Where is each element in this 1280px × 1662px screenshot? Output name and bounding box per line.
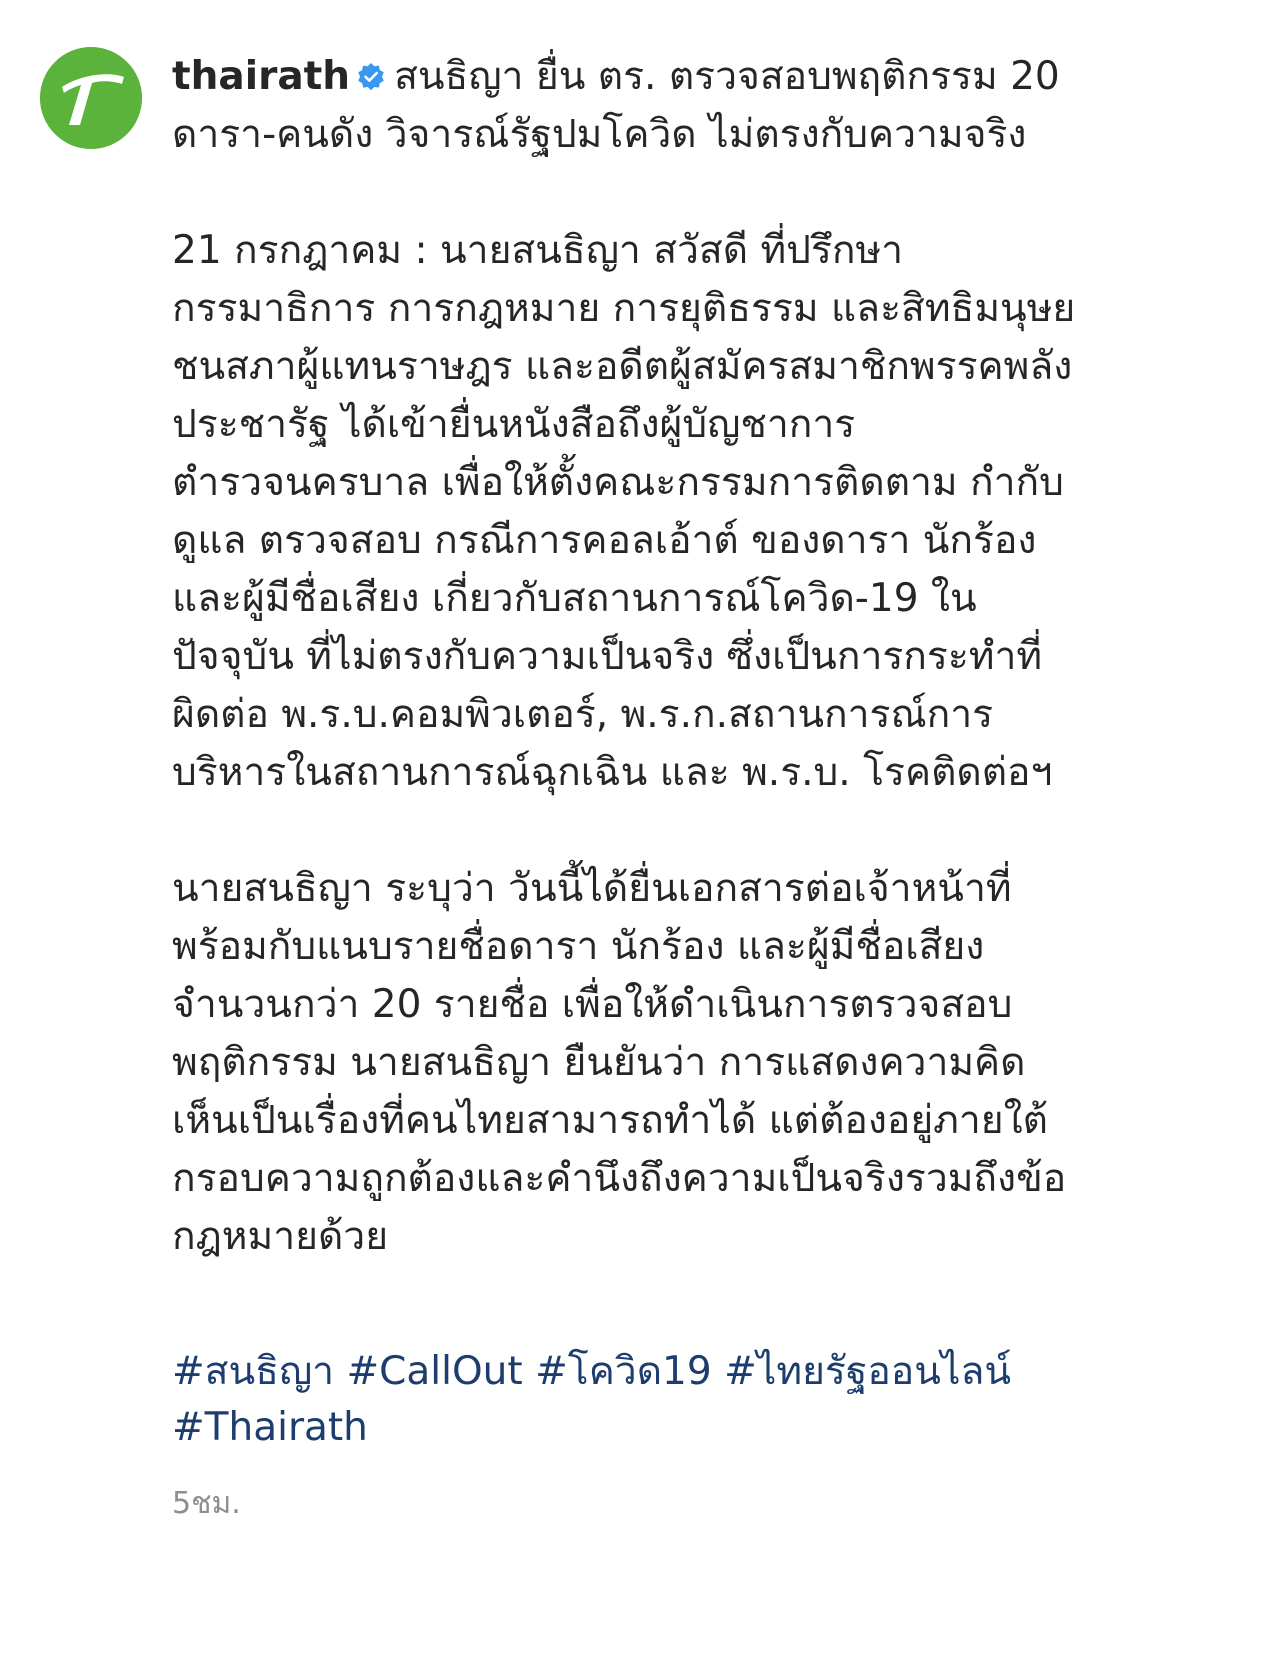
- caption-line: จำนวนกว่า 20 รายชื่อ เพื่อให้ดำเนินการตรวจสอบ: [172, 982, 1013, 1027]
- hashtag-list: [172, 1344, 1182, 1456]
- post-title-line: ดารา-คนดัง วิจารณ์รัฐปมโควิด ไม่ตรงกับความจริง: [172, 112, 1027, 157]
- verified-badge-icon: [356, 62, 386, 92]
- post-timestamp[interactable]: 5ชม.: [172, 1486, 241, 1521]
- profile-avatar[interactable]: [40, 47, 142, 149]
- caption-line: พฤติกรรม นายสนธิญา ยืนยันว่า การแสดงความคิด: [172, 1040, 1026, 1085]
- caption-line: ผิดต่อ พ.ร.บ.คอมพิวเตอร์, พ.ร.ก.สถานการณ์การ: [172, 692, 994, 737]
- hashtag-link[interactable]: #Thairath: [172, 1405, 368, 1450]
- hashtag-link[interactable]: #CallOut: [346, 1349, 523, 1394]
- caption-line: นายสนธิญา ระบุว่า วันนี้ได้ยื่นเอกสารต่อเจ้าหน้าที่: [172, 866, 1012, 911]
- caption-line: และผู้มีชื่อเสียง เกี่ยวกับสถานการณ์โควิด-19 ใน: [172, 576, 977, 621]
- caption-line: ชนสภาผู้แทนราษฎร และอดีตผู้สมัครสมาชิกพรรคพลัง: [172, 344, 1073, 389]
- caption-line: ตำรวจนครบาล เพื่อให้ตั้งคณะกรรมการติดตาม กำกับ: [172, 460, 1064, 505]
- caption-line: ประชารัฐ ได้เข้ายื่นหนังสือถึงผู้บัญชาการ: [172, 402, 856, 447]
- hashtag-row: [172, 1344, 1182, 1400]
- caption-line: บริหารในสถานการณ์ฉุกเฉิน และ พ.ร.บ. โรคติดต่อฯ: [172, 750, 1053, 795]
- caption-line: กรอบความถูกต้องและคำนึงถึงความเป็นจริงรวมถึงข้อ: [172, 1156, 1067, 1201]
- caption-line: กฎหมายด้วย: [172, 1214, 389, 1259]
- hashtag-link[interactable]: #โควิด19: [535, 1349, 712, 1394]
- caption-line: เห็นเป็นเรื่องที่คนไทยสามารถทำได้ แต่ต้องอยู่ภายใต้: [172, 1098, 1048, 1143]
- caption-text: [172, 48, 1182, 1266]
- paragraph-gap: [172, 164, 1182, 222]
- caption-paragraph-1: [172, 222, 1182, 802]
- post-title-line: สนธิญา ยื่น ตร. ตรวจสอบพฤติกรรม 20: [394, 54, 1060, 99]
- caption-header: [172, 48, 1182, 106]
- paragraph-gap: [172, 802, 1182, 860]
- hashtag-row: [172, 1400, 1182, 1456]
- thairath-logo-icon: [40, 47, 142, 149]
- hashtag-link[interactable]: #ไทยรัฐออนไลน์: [724, 1349, 1012, 1394]
- caption-line: 21 กรกฎาคม : นายสนธิญา สวัสดี ที่ปรึกษา: [172, 228, 904, 273]
- caption-line: ดูแล ตรวจสอบ กรณีการคอลเอ้าต์ ของดารา นักร้อง: [172, 518, 1037, 563]
- username-link[interactable]: thairath: [172, 54, 351, 99]
- hashtag-link[interactable]: #สนธิญา: [172, 1349, 335, 1394]
- caption-paragraph-2: [172, 860, 1182, 1266]
- caption-line: ปัจจุบัน ที่ไม่ตรงกับความเป็นจริง ซึ่งเป็นการกระทำที่: [172, 634, 1043, 679]
- caption-line: พร้อมกับแนบรายชื่อดารา นักร้อง และผู้มีชื่อเสียง: [172, 924, 985, 969]
- caption-line: กรรมาธิการ การกฎหมาย การยุติธรรม และสิทธิมนุษย: [172, 286, 1076, 331]
